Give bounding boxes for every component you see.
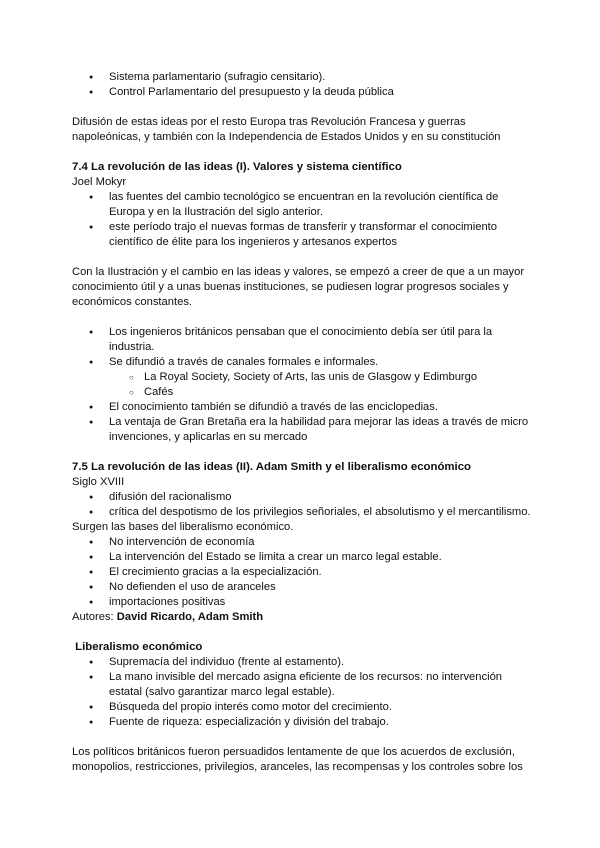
list-item: ● La mano invisible del mercado asigna eficiente de los recursos: no intervención estatal (salvo garantizar marco legal estable). — [72, 670, 532, 700]
list-item: ● El crecimiento gracias a la especialización. — [72, 565, 532, 580]
authors-line — [72, 610, 532, 625]
liberalismo-intro: Surgen las bases del liberalismo económico. — [72, 521, 294, 533]
ingenieros-list — [72, 325, 532, 445]
liberalismo-list — [72, 655, 532, 730]
era-line: Siglo XVIII — [72, 476, 125, 488]
list-item: ● Control Parlamentario del presupuesto y la deuda pública — [72, 85, 532, 100]
list-item: ● No defienden el uso de aranceles — [72, 580, 532, 595]
list-item-text: Se difundió a través de canales formales e informales. — [109, 356, 379, 368]
list-item: ● Búsqueda del propio interés como motor del crecimiento. — [72, 700, 532, 715]
list-item: ● las fuentes del cambio tecnológico se encuentran en la revolución científica de Europa y en la Ilustración del siglo anterior. — [72, 190, 532, 220]
list-item: ● importaciones positivas — [72, 595, 532, 610]
parliament-list — [72, 70, 532, 100]
mokyr-list — [72, 190, 532, 250]
channels-sublist — [72, 370, 532, 400]
list-item: ● La ventaja de Gran Bretaña era la habilidad para mejorar las ideas a través de micro invenciones, y aplicarlas en su mercado — [72, 415, 532, 445]
liberalismo-bases-list — [72, 535, 532, 610]
sublist-item: ○ La Royal Society, Society of Arts, las unis de Glasgow y Edimburgo — [72, 370, 532, 385]
section-7-5-heading: 7.5 La revolución de las ideas (II). Adam Smith y el liberalismo económico — [72, 461, 472, 473]
siglo-xviii-list — [72, 490, 532, 520]
ilustracion-paragraph: Con la Ilustración y el cambio en las ideas y valores, se empezó a creer de que a un mayor conocimiento útil y a unas buenas instituciones, se pudiesen lograr progresos sociales y económicos constantes. — [72, 266, 525, 308]
authors-label: Autores: — [72, 611, 117, 623]
list-item: ● La intervención del Estado se limita a crear un marco legal estable. — [72, 550, 532, 565]
list-item: ● Fuente de riqueza: especialización y división del trabajo. — [72, 715, 532, 730]
sublist-item: ○ Cafés — [72, 385, 532, 400]
list-item: ● crítica del despotismo de los privilegios señoriales, el absolutismo y el mercantilismo. — [72, 505, 532, 520]
liberalismo-heading: Liberalismo económico — [72, 641, 203, 653]
authors-names: David Ricardo, Adam Smith — [116, 611, 264, 623]
final-paragraph: Los políticos británicos fueron persuadidos lentamente de que los acuerdos de exclusión, monopolios, restricciones, privilegios, aranceles, las recompensas y los controles sobre los — [72, 746, 523, 773]
list-item: ● este período trajo el nuevas formas de transferir y transformar el conocimiento científico de élite para los ingenieros y artesanos expertos — [72, 220, 532, 250]
diffusion-paragraph: Difusión de estas ideas por el resto Europa tras Revolución Francesa y guerras napoleónicas, y también con la Independencia de Estados Unidos y en su constitución — [72, 116, 501, 143]
list-item: ● Los ingenieros británicos pensaban que el conocimiento debía ser útil para la industria. — [72, 325, 532, 355]
list-item: ● Supremacía del individuo (frente al estamento). — [72, 655, 532, 670]
list-item: ● difusión del racionalismo — [72, 490, 532, 505]
list-item: ● El conocimiento también se difundió a través de las enciclopedias. — [72, 400, 532, 415]
section-7-4-heading: 7.4 La revolución de las ideas (I). Valores y sistema científico — [72, 161, 402, 173]
list-item — [72, 355, 532, 400]
document-page — [72, 70, 532, 775]
list-item: ● Sistema parlamentario (sufragio censitario). — [72, 70, 532, 85]
list-item: ● No intervención de economía — [72, 535, 532, 550]
author-line: Joel Mokyr — [72, 176, 127, 188]
